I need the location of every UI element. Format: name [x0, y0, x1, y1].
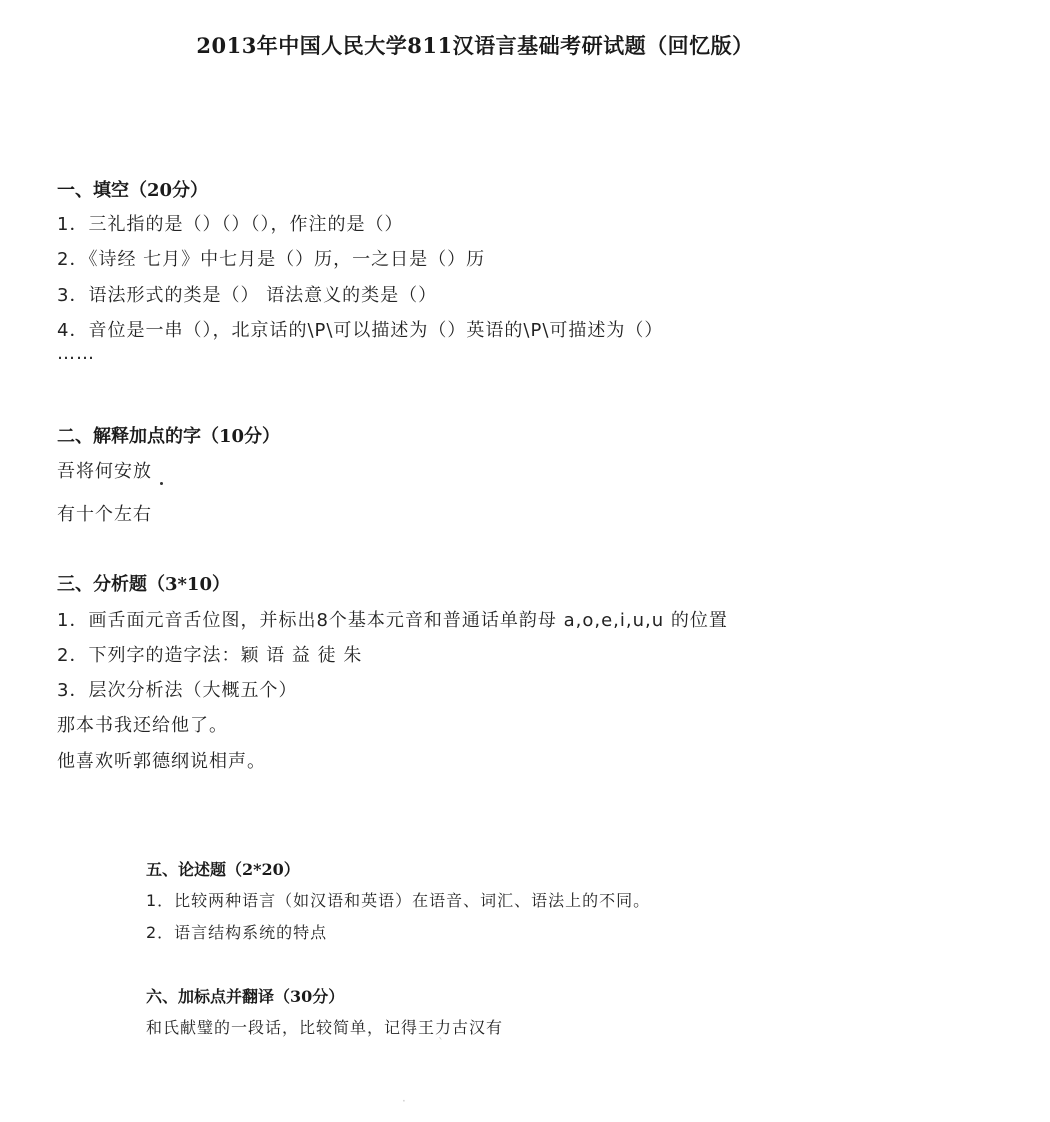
- section-heading-punctuate-translate: 六、加标点并翻译（30分）: [146, 987, 345, 1006]
- question-line: 有十个左右: [57, 504, 152, 525]
- ellipsis-line: ……: [57, 343, 95, 364]
- question-line: 3．语法形式的类是（） 语法意义的类是（）: [57, 285, 438, 306]
- section-heading-essay: 五、论述题（2*20）: [146, 860, 300, 879]
- emphasis-dot: [160, 482, 163, 485]
- question-line: 2．《诗经 七月》中七月是（）历，一之日是（）历: [57, 249, 486, 270]
- question-line: 2．语言结构系统的特点: [146, 923, 328, 942]
- section-heading-explain: 二、解释加点的字（10分）: [57, 426, 281, 447]
- question-line: 2．下列字的造字法：颖 语 益 徒 朱: [57, 645, 363, 666]
- example-sentence: 那本书我还给他了。: [57, 715, 228, 736]
- question-line: 4．音位是一串（），北京话的\P\可以描述为（）英语的\P\可描述为（）: [57, 320, 664, 341]
- section-heading-analysis: 三、分析题（3*10）: [57, 574, 230, 595]
- example-sentence: 他喜欢听郭德纲说相声。: [57, 751, 266, 772]
- question-line: 1．比较两种语言（如汉语和英语）在语音、词汇、语法上的不同。: [146, 891, 651, 910]
- question-line: 1．画舌面元音舌位图，并标出8个基本元音和普通话单韵母 a,o,e,i,u,u 的位置: [57, 610, 728, 631]
- page-title: 2013年中国人民大学811汉语言基础考研试题（回忆版）: [196, 33, 754, 58]
- question-line: 吾将何安放: [57, 461, 152, 482]
- scan-speck: ·: [402, 1094, 406, 1108]
- question-line: 3．层次分析法（大概五个）: [57, 680, 298, 701]
- section-heading-fill-in: 一、填空（20分）: [57, 180, 209, 201]
- scan-speck: ˋ: [438, 1036, 444, 1050]
- question-line: 和氏献璧的一段话，比较简单，记得王力古汉有: [146, 1018, 504, 1037]
- question-line: 1．三礼指的是（）（）（），作注的是（）: [57, 214, 404, 235]
